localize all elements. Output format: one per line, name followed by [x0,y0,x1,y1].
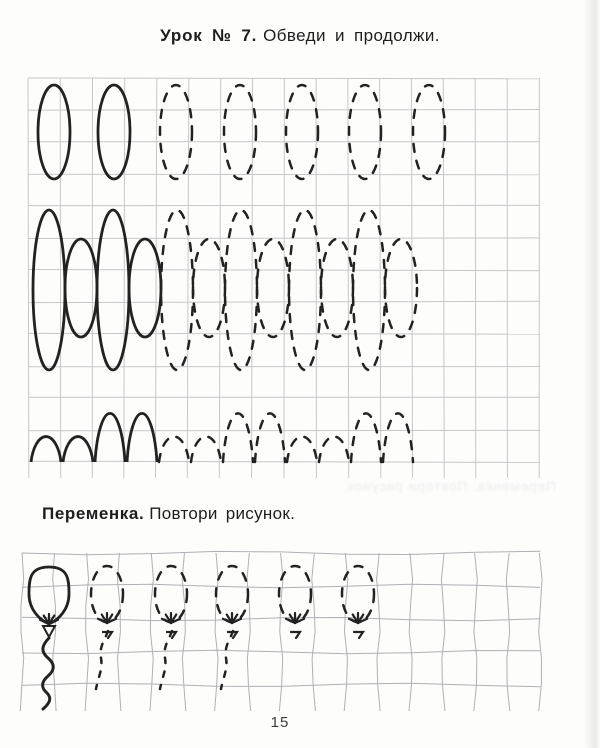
lesson-number-label: Урок № 7. [160,26,258,45]
page-number: 15 [270,714,290,731]
showthrough-text: Переменка. Повтори рисунок. [341,479,556,494]
break-label: Переменка. [42,504,145,523]
lesson-heading [0,26,600,46]
break-instruction: Повтори рисунок. [149,504,296,523]
break-heading [42,504,295,524]
lesson-instruction: Обведи и продолжи. [263,26,440,45]
page-edge-shadow [584,0,600,748]
